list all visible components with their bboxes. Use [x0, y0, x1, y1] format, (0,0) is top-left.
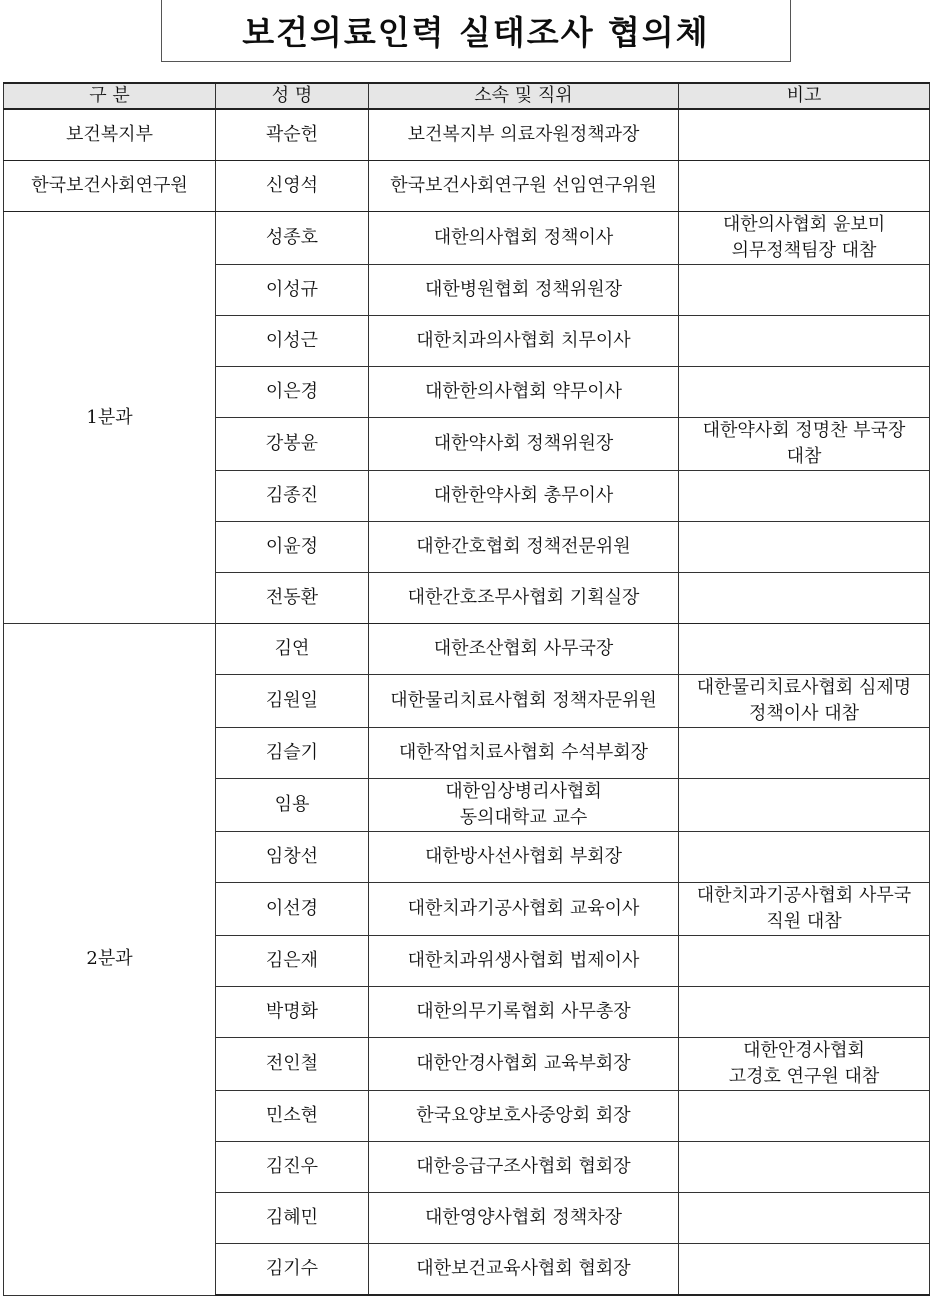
header-note: 비고: [679, 83, 930, 109]
name-cell: 김은재: [216, 936, 369, 987]
name-cell: 성종호: [216, 212, 369, 265]
note-cell: [679, 624, 930, 675]
affiliation-line: 대한간호협회 정책전문위원: [416, 536, 631, 557]
note-line: 직원 대참: [766, 911, 842, 932]
name-cell: 이성규: [216, 265, 369, 316]
table-header: [4, 83, 930, 109]
note-cell: [679, 418, 930, 471]
affiliation-line: 대한응급구조사협회 협회장: [416, 1156, 631, 1177]
note-line: 대한물리치료사협회 심제명: [696, 677, 912, 698]
table-body: [4, 109, 930, 1295]
affiliation-line: 대한병원협회 정책위원장: [425, 279, 622, 300]
affiliation-cell: [369, 728, 679, 779]
affiliation-line: 대한보건교육사협회 협회장: [416, 1258, 631, 1279]
name-cell: 강봉윤: [216, 418, 369, 471]
affiliation-line: 대한임상병리사협회: [445, 781, 602, 802]
name-cell: 신영석: [216, 161, 369, 212]
affiliation-line: 대한조산협회 사무국장: [433, 638, 614, 659]
note-cell: [679, 1091, 930, 1142]
name-cell: 이은경: [216, 367, 369, 418]
affiliation-line: 한국보건사회연구원 선임연구위원: [390, 175, 657, 196]
note-line: 의무정책팀장 대참: [731, 240, 877, 261]
affiliation-cell: [369, 316, 679, 367]
note-line: 대한약사회 정명찬 부국장: [702, 420, 906, 441]
name-cell: 김혜민: [216, 1193, 369, 1244]
header-row: [4, 83, 930, 109]
group-cell: 보건복지부: [4, 109, 216, 161]
council-roster-table: [3, 82, 930, 1296]
note-cell: [679, 779, 930, 832]
affiliation-cell: [369, 1091, 679, 1142]
affiliation-cell: [369, 1142, 679, 1193]
note-cell: [679, 832, 930, 883]
name-cell: 김진우: [216, 1142, 369, 1193]
note-cell: [679, 883, 930, 936]
name-cell: 곽순헌: [216, 109, 369, 161]
affiliation-line: 대한의사협회 정책이사: [433, 227, 614, 248]
note-cell: [679, 573, 930, 624]
note-line: 정책이사 대참: [748, 703, 860, 724]
affiliation-line: 대한영양사협회 정책차장: [425, 1207, 622, 1228]
affiliation-line: 대한의무기록협회 사무총장: [416, 1001, 631, 1022]
note-cell: [679, 987, 930, 1038]
name-cell: 전인철: [216, 1038, 369, 1091]
name-cell: 이윤정: [216, 522, 369, 573]
header-name: 성 명: [216, 83, 369, 109]
note-cell: [679, 471, 930, 522]
note-cell: [679, 1193, 930, 1244]
note-line: 고경호 연구원 대참: [728, 1066, 880, 1087]
table-row: [4, 109, 930, 161]
note-cell: [679, 1244, 930, 1296]
note-cell: [679, 367, 930, 418]
note-cell: [679, 316, 930, 367]
affiliation-cell: [369, 779, 679, 832]
affiliation-cell: [369, 212, 679, 265]
note-cell: [679, 212, 930, 265]
affiliation-line: 한국요양보호사중앙회 회장: [416, 1105, 631, 1126]
name-cell: 민소현: [216, 1091, 369, 1142]
affiliation-cell: [369, 624, 679, 675]
affiliation-cell: [369, 936, 679, 987]
table-row: [4, 212, 930, 265]
note-line: 대참: [786, 446, 822, 467]
document-title: 보건의료인력 실태조사 협의체: [161, 0, 791, 62]
group-cell: 1분과: [4, 212, 216, 624]
table-row: [4, 624, 930, 675]
affiliation-cell: [369, 1193, 679, 1244]
name-cell: 김원일: [216, 675, 369, 728]
name-cell: 김연: [216, 624, 369, 675]
affiliation-cell: [369, 1038, 679, 1091]
affiliation-cell: [369, 832, 679, 883]
affiliation-cell: [369, 675, 679, 728]
name-cell: 임창선: [216, 832, 369, 883]
name-cell: 이성근: [216, 316, 369, 367]
affiliation-line: 동의대학교 교수: [459, 807, 588, 828]
affiliation-line: 대한한약사회 총무이사: [433, 485, 614, 506]
group-cell: 2분과: [4, 624, 216, 1296]
group-cell: 한국보건사회연구원: [4, 161, 216, 212]
note-cell: [679, 936, 930, 987]
affiliation-line: 대한방사선사협회 부회장: [425, 846, 622, 867]
note-cell: [679, 161, 930, 212]
note-line: 대한안경사협회: [743, 1040, 865, 1061]
table-row: [4, 161, 930, 212]
affiliation-cell: [369, 471, 679, 522]
affiliation-line: 대한치과기공사협회 교육이사: [407, 898, 640, 919]
note-cell: [679, 728, 930, 779]
note-cell: [679, 675, 930, 728]
affiliation-cell: [369, 987, 679, 1038]
affiliation-line: 대한치과위생사협회 법제이사: [407, 950, 640, 971]
affiliation-cell: [369, 1244, 679, 1296]
affiliation-cell: [369, 573, 679, 624]
note-line: 대한의사협회 윤보미: [722, 214, 886, 235]
name-cell: 임용: [216, 779, 369, 832]
note-cell: [679, 1142, 930, 1193]
name-cell: 김종진: [216, 471, 369, 522]
affiliation-line: 대한치과의사협회 치무이사: [416, 330, 631, 351]
affiliation-cell: [369, 418, 679, 471]
affiliation-cell: [369, 883, 679, 936]
header-affiliation: 소속 및 직위: [369, 83, 679, 109]
affiliation-cell: [369, 109, 679, 161]
affiliation-line: 보건복지부 의료자원정책과장: [407, 124, 640, 145]
affiliation-cell: [369, 265, 679, 316]
affiliation-line: 대한한의사협회 약무이사: [425, 381, 622, 402]
note-cell: [679, 109, 930, 161]
affiliation-cell: [369, 522, 679, 573]
affiliation-line: 대한간호조무사협회 기획실장: [407, 587, 640, 608]
note-cell: [679, 522, 930, 573]
affiliation-line: 대한안경사협회 교육부회장: [416, 1053, 631, 1074]
affiliation-cell: [369, 161, 679, 212]
name-cell: 김기수: [216, 1244, 369, 1296]
note-line: 대한치과기공사협회 사무국: [696, 885, 912, 906]
name-cell: 박명화: [216, 987, 369, 1038]
name-cell: 이선경: [216, 883, 369, 936]
note-cell: [679, 265, 930, 316]
affiliation-cell: [369, 367, 679, 418]
name-cell: 전동환: [216, 573, 369, 624]
header-category: 구 분: [4, 83, 216, 109]
affiliation-line: 대한작업치료사협회 수석부회장: [398, 742, 649, 763]
name-cell: 김슬기: [216, 728, 369, 779]
affiliation-line: 대한물리치료사협회 정책자문위원: [390, 690, 657, 711]
affiliation-line: 대한약사회 정책위원장: [433, 433, 614, 454]
note-cell: [679, 1038, 930, 1091]
